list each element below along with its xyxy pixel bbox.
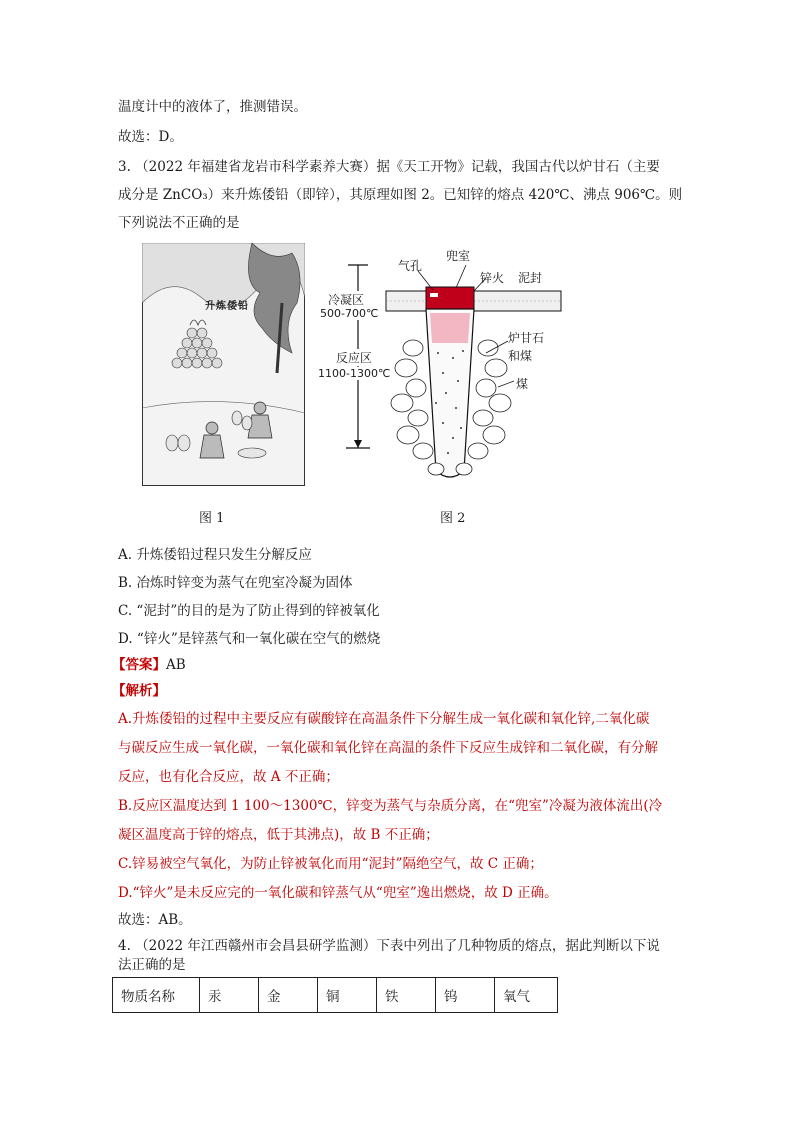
table-cell: 金	[259, 978, 318, 1013]
table-cell: 铜	[318, 978, 377, 1013]
label-xinhuo: 锌火	[480, 271, 505, 285]
analysis-line-5: 凝区温度高于锌的熔点，低于其沸点)，故 B 不正确；	[118, 827, 439, 843]
q3-stem-line1: 3. （2022 年福建省龙岩市科学素养大赛）据《天工开物》记载，我国古代以炉甘石（主要	[118, 159, 660, 175]
label-lengning: 冷凝区	[328, 293, 365, 307]
figure-1-illustration	[142, 243, 305, 486]
figure-1-caption: 图 1	[199, 511, 225, 526]
analysis-label: 【解析】	[112, 683, 166, 699]
label-nifeng: 泥封	[518, 271, 543, 285]
prev-answer-line: 温度计中的液体了，推测错误。	[118, 99, 307, 115]
analysis-line-3: 反应，也有化合反应，故 A 不正确；	[118, 769, 339, 785]
woodcut-title: 升炼倭铅	[205, 301, 249, 312]
label-hemei: 和煤	[508, 349, 533, 363]
label-kongkong: 气孔	[398, 259, 423, 273]
table-row	[113, 978, 558, 1013]
analysis-line-6: C.锌易被空气氧化，为防止锌被氧化而用“泥封”隔绝空气，故 C 正确；	[118, 856, 543, 872]
q4-stem-line1: 4. （2022 年江西赣州市会昌县研学监测）下表中列出了几种物质的熔点，据此判断以下说	[118, 938, 660, 954]
label-fanying: 反应区	[336, 351, 373, 365]
analysis-line-7: D.“锌火”是未反应完的一氧化碳和锌蒸气从“兜室”逸出燃烧，故 D 正确。	[118, 885, 558, 901]
label-lengning-temp: 500-700℃	[320, 307, 379, 320]
q3-final-choice: 故选：AB。	[118, 912, 192, 928]
prev-choice-line: 故选：D。	[118, 129, 183, 145]
label-fanying-temp: 1100-1300℃	[318, 367, 391, 380]
option-a: A. 升炼倭铅过程只发生分解反应	[118, 547, 312, 563]
label-doushi: 兜室	[446, 249, 471, 263]
label-luganshi: 炉甘石	[508, 331, 545, 345]
figure-2-caption: 图 2	[440, 511, 466, 526]
analysis-line-4: B.反应区温度达到 1 100～1300℃，锌变为蒸气与杂质分离，在“兜室”冷凝为液体流出(冷	[118, 798, 663, 814]
woodcut-image	[142, 243, 305, 486]
q3-stem-line2: 成分是 ZnCO₃）来升炼倭铅（即锌），其原理如图 2。已知锌的熔点 420℃、沸点 906℃。则	[118, 187, 683, 203]
analysis-line-2: 与碳反应生成一氧化碳，一氧化碳和氧化锌在高温的条件下反应生成锌和二氧化碳，有分解	[118, 740, 658, 756]
answer-line	[112, 653, 186, 673]
analysis-line-1: A.升炼倭铅的过程中主要反应有碳酸锌在高温条件下分解生成一氧化碳和氧化锌,二氧化碳	[118, 711, 650, 727]
q4-stem-line2: 法正确的是	[118, 957, 186, 973]
figure-2-diagram	[318, 243, 568, 486]
table-cell: 汞	[200, 978, 259, 1013]
table-cell: 钨	[436, 978, 495, 1013]
table-cell: 铁	[377, 978, 436, 1013]
option-b: B. 冶炼时锌变为蒸气在兜室冷凝为固体	[118, 575, 353, 591]
table-cell-header: 物质名称	[113, 978, 200, 1013]
melting-point-table	[112, 977, 558, 1013]
answer-label: 【答案】	[112, 657, 166, 673]
q3-stem-line3: 下列说法不正确的是	[118, 215, 240, 231]
option-c: C. “泥封”的目的是为了防止得到的锌被氧化	[118, 603, 380, 619]
option-d: D. “锌火”是锌蒸气和一氧化碳在空气的燃烧	[118, 631, 381, 647]
label-mei: 煤	[516, 377, 529, 391]
table-cell: 氧气	[495, 978, 558, 1013]
answer-value: AB	[166, 657, 186, 673]
